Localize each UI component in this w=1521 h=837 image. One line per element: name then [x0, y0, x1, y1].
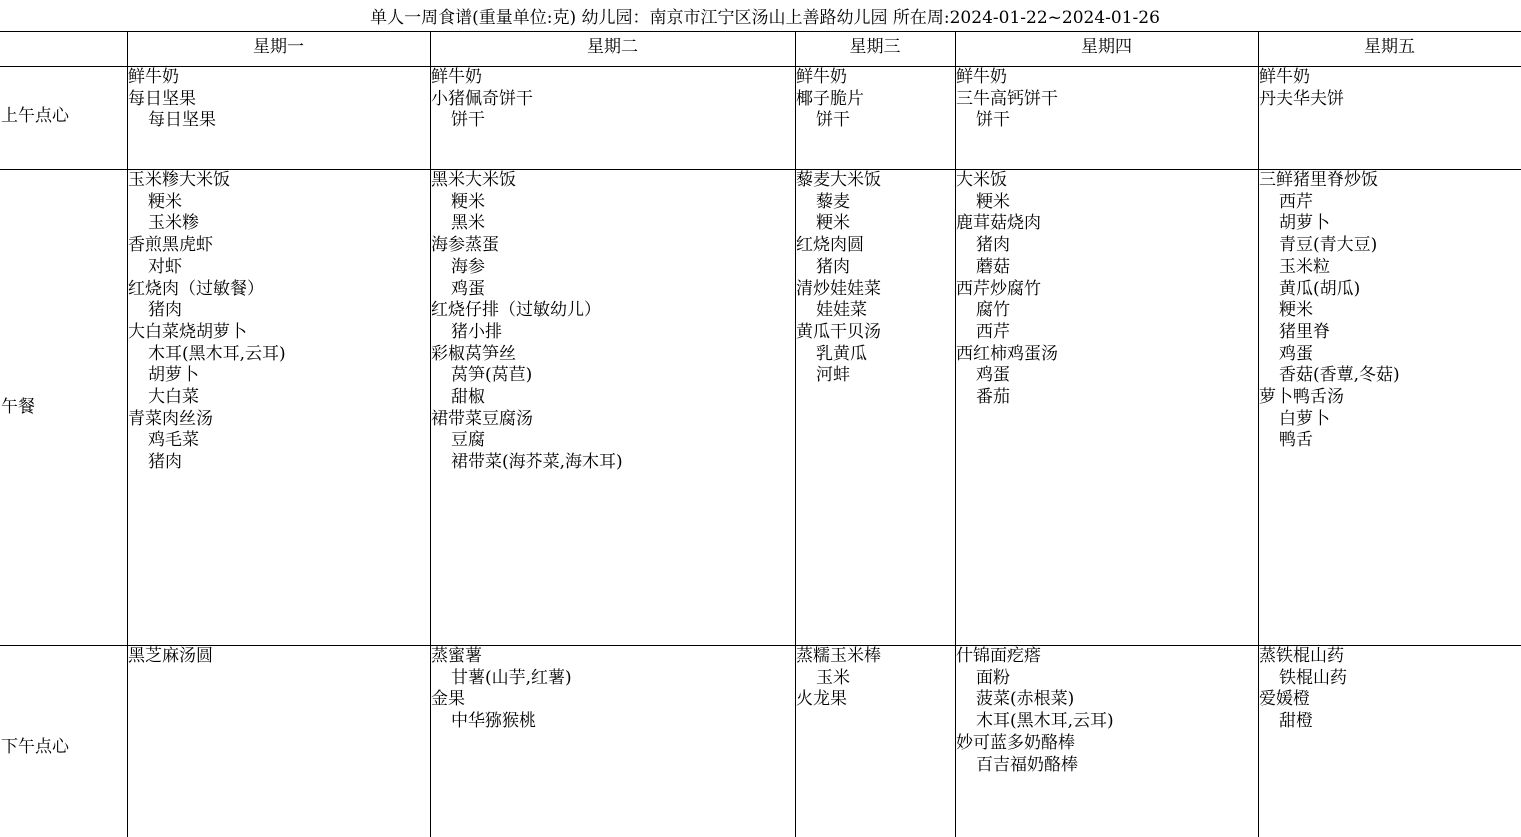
- ingredient-item: 玉米糁: [148, 213, 199, 234]
- menu-cell: [1259, 170, 1520, 644]
- day-header: 星期四: [1081, 37, 1132, 57]
- dish-name: 椰子脆片: [796, 88, 864, 109]
- menu-cell: [431, 646, 794, 836]
- ingredient-item: 裙带菜(海芥菜,海木耳): [451, 452, 623, 473]
- ingredient-item: 铁棍山药: [1279, 667, 1347, 688]
- dish-name: 大白菜烧胡萝卜: [128, 321, 247, 342]
- ingredient-item: 玉米粒: [1279, 256, 1330, 277]
- dish-name: 鲜牛奶: [431, 67, 482, 87]
- dish-name: 什锦面疙瘩: [956, 646, 1041, 666]
- dish-name: 黄瓜干贝汤: [796, 321, 881, 342]
- dish-list: [128, 67, 429, 132]
- dish-name: 每日坚果: [128, 88, 196, 109]
- ingredient-item: 大白菜: [148, 387, 199, 408]
- menu-cell: [128, 170, 429, 644]
- dish-name: 蒸铁棍山药: [1259, 646, 1344, 666]
- ingredient-item: 猪小排: [451, 321, 502, 342]
- dish-name: 爱媛橙: [1259, 689, 1310, 710]
- dish-name: 裙带菜豆腐汤: [431, 408, 533, 429]
- ingredient-item: 娃娃菜: [816, 300, 867, 321]
- ingredient-item: 鸡蛋: [1279, 343, 1313, 364]
- dish-name: 鲜牛奶: [1259, 67, 1310, 87]
- ingredient-item: 莴笋(莴苣): [451, 365, 533, 386]
- ingredient-item: 藜麦: [816, 191, 850, 212]
- ingredient-item: 西芹: [1279, 191, 1313, 212]
- ingredient-item: 粳米: [451, 191, 485, 212]
- dish-name: 火龙果: [796, 689, 847, 710]
- ingredient-item: 粳米: [816, 213, 850, 234]
- ingredient-item: 粳米: [1279, 300, 1313, 321]
- menu-cell: [796, 170, 954, 644]
- ingredient-item: 粳米: [976, 191, 1010, 212]
- ingredient-item: 胡萝卜: [1279, 213, 1330, 234]
- meal-label: 下午点心: [1, 737, 69, 757]
- menu-cell: [796, 67, 954, 168]
- ingredient-item: 鸭舌: [1279, 430, 1313, 451]
- ingredient-item: 蘑菇: [976, 256, 1010, 277]
- ingredient-item: 猪里脊: [1279, 321, 1330, 342]
- dish-list: [956, 170, 1257, 409]
- ingredient-item: 胡萝卜: [148, 365, 199, 386]
- dish-name: 西红柿鸡蛋汤: [956, 343, 1058, 364]
- dish-name: 妙可蓝多奶酪棒: [956, 732, 1075, 753]
- menu-cell: [956, 67, 1257, 168]
- dish-list: [1259, 646, 1520, 733]
- ingredient-item: 木耳(黑木耳,云耳): [148, 343, 286, 364]
- meal-label: 上午点心: [1, 106, 69, 126]
- dish-list: [1259, 170, 1520, 452]
- ingredient-item: 猪肉: [148, 452, 182, 473]
- ingredient-item: 豆腐: [451, 430, 485, 451]
- dish-name: 彩椒莴笋丝: [431, 343, 516, 364]
- menu-cell: [1259, 67, 1520, 168]
- ingredient-item: 木耳(黑木耳,云耳): [976, 711, 1114, 732]
- dish-list: [796, 170, 954, 387]
- dish-list: [796, 646, 954, 711]
- dish-name: 藜麦大米饭: [796, 170, 881, 190]
- day-header: 星期一: [253, 37, 304, 57]
- dish-name: 鲜牛奶: [956, 67, 1007, 87]
- dish-name: 红烧仔排（过敏幼儿）: [431, 300, 601, 321]
- ingredient-item: 黄瓜(胡瓜): [1279, 278, 1361, 299]
- ingredient-item: 饼干: [451, 110, 485, 131]
- dish-name: 三牛高钙饼干: [956, 88, 1058, 109]
- ingredient-item: 面粉: [976, 667, 1010, 688]
- ingredient-item: 百吉福奶酪棒: [976, 754, 1078, 775]
- menu-cell: [128, 67, 429, 168]
- dish-list: [431, 170, 794, 474]
- ingredient-item: 番茄: [976, 387, 1010, 408]
- ingredient-item: 猪肉: [976, 235, 1010, 256]
- menu-cell: [956, 646, 1257, 836]
- ingredient-item: 鸡蛋: [976, 365, 1010, 386]
- meal-label: 午餐: [1, 397, 35, 417]
- dish-name: 三鲜猪里脊炒饭: [1259, 170, 1378, 190]
- ingredient-item: 海参: [451, 256, 485, 277]
- ingredient-item: 鸡毛菜: [148, 430, 199, 451]
- ingredient-item: 玉米: [816, 667, 850, 688]
- dish-list: [796, 67, 954, 132]
- dish-name: 小猪佩奇饼干: [431, 88, 533, 109]
- menu-cell: [1259, 646, 1520, 836]
- ingredient-item: 对虾: [148, 256, 182, 277]
- dish-name: 黑芝麻汤圆: [128, 646, 213, 666]
- menu-cell: [431, 67, 794, 168]
- dish-name: 红烧肉圆: [796, 235, 864, 256]
- dish-name: 金果: [431, 689, 465, 710]
- ingredient-item: 饼干: [816, 110, 850, 131]
- dish-name: 丹夫华夫饼: [1259, 88, 1344, 109]
- ingredient-item: 青豆(青大豆): [1279, 235, 1378, 256]
- ingredient-item: 猪肉: [148, 300, 182, 321]
- menu-cell: [956, 170, 1257, 644]
- dish-name: 鲜牛奶: [128, 67, 179, 87]
- ingredient-item: 黑米: [451, 213, 485, 234]
- dish-list: [431, 67, 794, 132]
- ingredient-item: 猪肉: [816, 256, 850, 277]
- dish-name: 海参蒸蛋: [431, 235, 499, 256]
- ingredient-item: 腐竹: [976, 300, 1010, 321]
- page-title: 单人一周食谱(重量单位:克) 幼儿园：南京市江宁区汤山上善路幼儿园 所在周:2024-01-22~2024-01-26: [370, 8, 1160, 28]
- ingredient-item: 菠菜(赤根菜): [976, 689, 1075, 710]
- dish-name: 西芹炒腐竹: [956, 278, 1041, 299]
- dish-name: 大米饭: [956, 170, 1007, 190]
- day-header: 星期五: [1364, 37, 1415, 57]
- ingredient-item: 鸡蛋: [451, 278, 485, 299]
- dish-name: 黑米大米饭: [431, 170, 516, 190]
- ingredient-item: 粳米: [148, 191, 182, 212]
- ingredient-item: 河蚌: [816, 365, 850, 386]
- dish-list: [956, 67, 1257, 132]
- dish-name: 鲜牛奶: [796, 67, 847, 87]
- ingredient-item: 每日坚果: [148, 110, 216, 131]
- ingredient-item: 乳黄瓜: [816, 343, 867, 364]
- ingredient-item: 甜椒: [451, 387, 485, 408]
- dish-name: 蒸糯玉米棒: [796, 646, 881, 666]
- dish-list: [956, 646, 1257, 776]
- dish-name: 鹿茸菇烧肉: [956, 213, 1041, 234]
- dish-list: [431, 646, 794, 733]
- dish-name: 蒸蜜薯: [431, 646, 482, 666]
- ingredient-item: 饼干: [976, 110, 1010, 131]
- dish-name: 香煎黑虎虾: [128, 235, 213, 256]
- dish-name: 萝卜鸭舌汤: [1259, 387, 1344, 408]
- day-header: 星期三: [849, 37, 901, 57]
- dish-name: 玉米糁大米饭: [128, 170, 230, 190]
- ingredient-item: 西芹: [976, 321, 1010, 342]
- menu-cell: [796, 646, 954, 836]
- dish-list: [1259, 67, 1520, 110]
- dish-list: [128, 646, 429, 668]
- menu-cell: [431, 170, 794, 644]
- ingredient-item: 中华猕猴桃: [451, 711, 536, 732]
- dish-name: 红烧肉（过敏餐）: [128, 278, 264, 299]
- day-header: 星期二: [587, 37, 638, 57]
- dish-name: 清炒娃娃菜: [796, 278, 881, 299]
- ingredient-item: 甘薯(山芋,红薯): [451, 667, 572, 688]
- ingredient-item: 甜橙: [1279, 711, 1313, 732]
- dish-list: [128, 170, 429, 474]
- dish-name: 青菜肉丝汤: [128, 408, 213, 429]
- ingredient-item: 香菇(香蕈,冬菇): [1279, 365, 1400, 386]
- ingredient-item: 白萝卜: [1279, 408, 1330, 429]
- menu-cell: [128, 646, 429, 836]
